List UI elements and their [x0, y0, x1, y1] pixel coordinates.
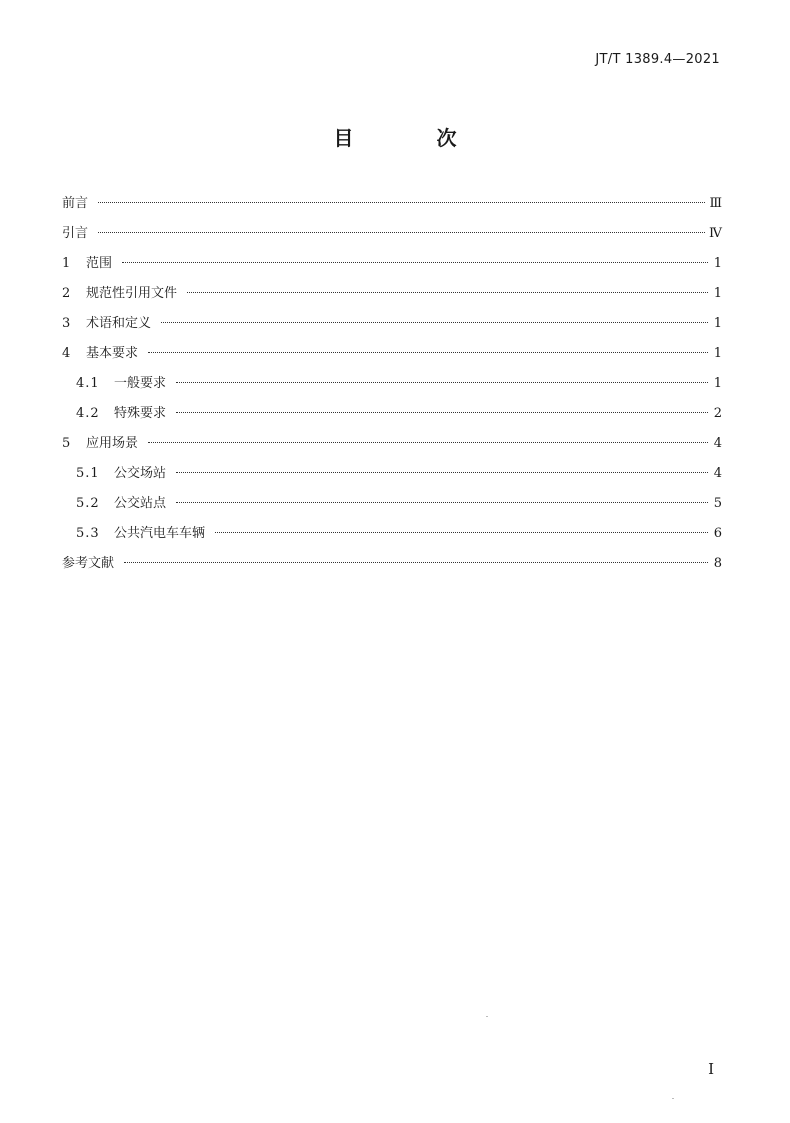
toc-entry-number: 2 [62, 286, 71, 301]
toc-entry-title: 公交站点 [114, 496, 167, 511]
dot-leader [124, 562, 708, 563]
toc-entry-number: 4.1 [76, 376, 100, 391]
scan-speck [672, 1098, 674, 1099]
toc-entry-title: 基本要求 [86, 346, 139, 361]
toc-entry[interactable] [62, 192, 722, 222]
toc-entry-number: 1 [62, 256, 71, 271]
toc-entry[interactable] [62, 252, 722, 282]
standard-code: JT/T 1389.4—2021 [595, 52, 720, 67]
toc-entry-page: 1 [713, 256, 722, 271]
toc-entry-number: 4.2 [76, 406, 100, 421]
toc-entry[interactable] [62, 492, 722, 522]
dot-leader [176, 502, 708, 503]
toc-entry[interactable] [62, 432, 722, 462]
dot-leader [148, 352, 708, 353]
toc-entry[interactable] [62, 402, 722, 432]
toc-entry-number: 5.3 [76, 526, 100, 541]
dot-leader [187, 292, 708, 293]
toc-entry-number: 5 [62, 436, 71, 451]
toc-entry-title: 特殊要求 [114, 406, 167, 421]
page-title: 目 次 [333, 126, 495, 150]
dot-leader [176, 472, 708, 473]
toc-entry-title: 规范性引用文件 [86, 286, 178, 301]
dot-leader [161, 322, 708, 323]
toc-entry-page: 4 [713, 466, 722, 481]
toc-entry-page: 2 [713, 406, 722, 421]
dot-leader [176, 412, 708, 413]
toc-entry-page: 4 [713, 436, 722, 451]
toc-entry-number: 3 [62, 316, 71, 331]
toc-entry[interactable] [62, 522, 722, 552]
toc-entry[interactable] [62, 282, 722, 312]
dot-leader [215, 532, 708, 533]
toc-entry-page: 1 [713, 346, 722, 361]
toc-entry-title: 引言 [62, 226, 89, 241]
toc-entry-number: 5.2 [76, 496, 100, 511]
toc-entry-title: 应用场景 [86, 436, 139, 451]
toc-entry[interactable] [62, 462, 722, 492]
toc-entry-title: 一般要求 [114, 376, 167, 391]
toc-entry-page: 1 [713, 286, 722, 301]
toc-entry-page: 1 [713, 316, 722, 331]
toc-entry[interactable] [62, 342, 722, 372]
toc-entry-page: 8 [713, 556, 722, 571]
toc-entry[interactable] [62, 222, 722, 252]
page-number: Ⅰ [708, 1060, 714, 1078]
toc-entry-page: Ⅳ [709, 226, 722, 241]
dot-leader [148, 442, 708, 443]
dot-leader [98, 202, 705, 203]
toc-entry-title: 公共汽电车车辆 [114, 526, 206, 541]
toc-entry-title: 参考文献 [62, 556, 115, 571]
dot-leader [98, 232, 705, 233]
toc-entry-page: 1 [713, 376, 722, 391]
toc-entry-title: 术语和定义 [86, 316, 152, 331]
toc-entry-page: 6 [713, 526, 722, 541]
toc-entry-page: 5 [713, 496, 722, 511]
toc-entry-page: Ⅲ [709, 196, 722, 211]
dot-leader [122, 262, 708, 263]
toc-entry-title: 公交场站 [114, 466, 167, 481]
toc-entry[interactable] [62, 552, 722, 582]
toc-entry[interactable] [62, 372, 722, 402]
scan-speck [486, 1016, 488, 1017]
dot-leader [176, 382, 708, 383]
toc-entry-number: 5.1 [76, 466, 100, 481]
toc-entry-number: 4 [62, 346, 71, 361]
toc-entry-title: 前言 [62, 196, 89, 211]
toc-entry[interactable] [62, 312, 722, 342]
toc-entry-title: 范围 [86, 256, 113, 271]
table-of-contents [62, 192, 722, 582]
